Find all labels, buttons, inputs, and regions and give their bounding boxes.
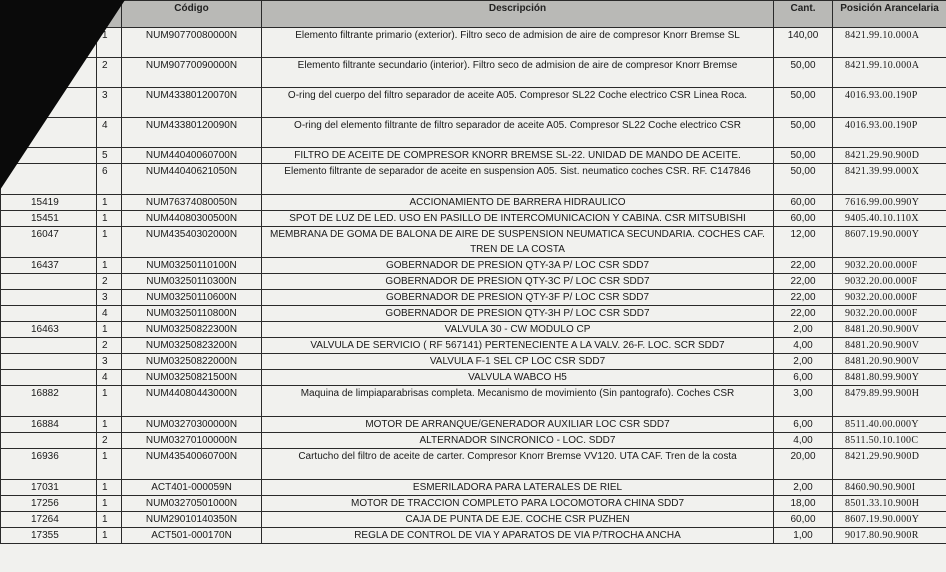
row-code-cell: NUM03250821500N: [122, 370, 262, 386]
table-row: [1, 148, 946, 164]
header-codigo: Código: [122, 1, 262, 28]
row-item-cell: 5: [97, 148, 122, 164]
row-tariff-cell: 8511.40.00.000Y: [833, 417, 946, 433]
row-description-cell: VALVULA DE SERVICIO ( RF 567141) PERTENECIENTE A LA VALV. 26-F. LOC. SCR SDD7: [262, 338, 774, 354]
row-quantity-cell: 1,00: [774, 528, 833, 544]
row-item-cell: 4: [97, 306, 122, 322]
row-id-cell: [1, 274, 97, 290]
row-code-cell: NUM90770080000N: [122, 28, 262, 58]
row-item-cell: 1: [97, 28, 122, 58]
row-tariff-cell: 9405.40.10.110X: [833, 211, 946, 227]
row-quantity-cell: 60,00: [774, 512, 833, 528]
row-id-cell: 16884: [1, 417, 97, 433]
row-tariff-cell: 8479.89.99.900H: [833, 386, 946, 417]
table-row: [1, 528, 946, 544]
table-row: [1, 417, 946, 433]
table-row: [1, 386, 946, 417]
header-cant: Cant.: [774, 1, 833, 28]
row-description-cell: ESMERILADORA PARA LATERALES DE RIEL: [262, 480, 774, 496]
table-body: [1, 28, 946, 544]
row-item-cell: 2: [97, 274, 122, 290]
row-description-cell: VALVULA WABCO H5: [262, 370, 774, 386]
row-item-cell: 1: [97, 258, 122, 274]
row-item-cell: 4: [97, 118, 122, 148]
row-item-cell: 2: [97, 338, 122, 354]
row-description-cell: ALTERNADOR SINCRONICO - LOC. SDD7: [262, 433, 774, 449]
row-id-cell: 17264: [1, 512, 97, 528]
row-code-cell: NUM03250110600N: [122, 290, 262, 306]
row-item-cell: 1: [97, 512, 122, 528]
row-code-cell: NUM76374080050N: [122, 195, 262, 211]
row-code-cell: ACT401-000059N: [122, 480, 262, 496]
row-quantity-cell: 6,00: [774, 370, 833, 386]
row-quantity-cell: 140,00: [774, 28, 833, 58]
row-quantity-cell: 50,00: [774, 164, 833, 195]
row-id-cell: 17355: [1, 528, 97, 544]
table-row: [1, 88, 946, 118]
row-item-cell: 3: [97, 354, 122, 370]
row-tariff-cell: 4016.93.00.190P: [833, 88, 946, 118]
row-tariff-cell: 8481.20.90.900V: [833, 322, 946, 338]
row-quantity-cell: 6,00: [774, 417, 833, 433]
row-code-cell: NUM29010140350N: [122, 512, 262, 528]
row-tariff-cell: 8481.20.90.900V: [833, 354, 946, 370]
row-id-cell: [1, 290, 97, 306]
row-description-cell: GOBERNADOR DE PRESION QTY-3H P/ LOC CSR SDD7: [262, 306, 774, 322]
row-id-cell: [1, 354, 97, 370]
row-quantity-cell: 4,00: [774, 338, 833, 354]
row-tariff-cell: 4016.93.00.190P: [833, 118, 946, 148]
row-description-cell: VALVULA F-1 SEL CP LOC CSR SDD7: [262, 354, 774, 370]
row-tariff-cell: 8607.19.90.000Y: [833, 227, 946, 258]
table-row: [1, 306, 946, 322]
row-item-cell: 1: [97, 496, 122, 512]
row-tariff-cell: 8481.20.90.900V: [833, 338, 946, 354]
row-item-cell: 6: [97, 164, 122, 195]
row-tariff-cell: 8421.99.10.000A: [833, 58, 946, 88]
row-description-cell: O-ring del cuerpo del filtro separador de aceite A05. Compresor SL22 Coche electrico CSR Linea Roca.: [262, 88, 774, 118]
table-row: [1, 480, 946, 496]
row-description-cell: MOTOR DE ARRANQUE/GENERADOR AUXILIAR LOC CSR SDD7: [262, 417, 774, 433]
row-code-cell: NUM03270300000N: [122, 417, 262, 433]
row-description-cell: REGLA DE CONTROL DE VIA Y APARATOS DE VIA P/TROCHA ANCHA: [262, 528, 774, 544]
row-tariff-cell: 8511.50.10.100C: [833, 433, 946, 449]
row-quantity-cell: 12,00: [774, 227, 833, 258]
table-row: [1, 433, 946, 449]
row-id-cell: 16463: [1, 322, 97, 338]
row-code-cell: NUM03250822000N: [122, 354, 262, 370]
row-tariff-cell: 8501.33.10.900H: [833, 496, 946, 512]
row-item-cell: 1: [97, 386, 122, 417]
row-description-cell: O-ring del elemento filtrante de filtro separador de aceite A05. Compresor SL22 Coche electrico CSR: [262, 118, 774, 148]
row-description-cell: Elemento filtrante de separador de aceite en suspension A05. Sist. neumatico coches CSR. RF. C147846: [262, 164, 774, 195]
table-row: [1, 496, 946, 512]
table-row: [1, 28, 946, 58]
row-quantity-cell: 3,00: [774, 386, 833, 417]
scan-shadow-corner: [0, 0, 125, 190]
row-item-cell: 3: [97, 88, 122, 118]
row-quantity-cell: 2,00: [774, 480, 833, 496]
row-tariff-cell: 9017.80.90.900R: [833, 528, 946, 544]
row-code-cell: NUM43380120070N: [122, 88, 262, 118]
table-row: [1, 211, 946, 227]
row-quantity-cell: 18,00: [774, 496, 833, 512]
row-tariff-cell: 8460.90.90.900I: [833, 480, 946, 496]
row-id-cell: [1, 370, 97, 386]
row-code-cell: NUM43540302000N: [122, 227, 262, 258]
row-code-cell: NUM03250110800N: [122, 306, 262, 322]
row-tariff-cell: 9032.20.00.000F: [833, 258, 946, 274]
table-row: [1, 512, 946, 528]
row-quantity-cell: 22,00: [774, 306, 833, 322]
row-code-cell: NUM03250110100N: [122, 258, 262, 274]
table-row: [1, 195, 946, 211]
table-row: [1, 258, 946, 274]
row-description-cell: Elemento filtrante secundario (interior). Filtro seco de admision de aire de compresor Knorr Bremse: [262, 58, 774, 88]
row-item-cell: 1: [97, 211, 122, 227]
row-tariff-cell: 8607.19.90.000Y: [833, 512, 946, 528]
row-tariff-cell: 8481.80.99.900Y: [833, 370, 946, 386]
row-tariff-cell: 9032.20.00.000F: [833, 290, 946, 306]
row-quantity-cell: 50,00: [774, 118, 833, 148]
row-quantity-cell: 2,00: [774, 322, 833, 338]
row-item-cell: 1: [97, 417, 122, 433]
row-quantity-cell: 2,00: [774, 354, 833, 370]
row-tariff-cell: 9032.20.00.000F: [833, 306, 946, 322]
row-item-cell: 2: [97, 58, 122, 88]
row-item-cell: 4: [97, 370, 122, 386]
table-row: [1, 58, 946, 88]
table-row: [1, 354, 946, 370]
row-code-cell: NUM03250110300N: [122, 274, 262, 290]
row-id-cell: [1, 338, 97, 354]
table-row: [1, 290, 946, 306]
row-code-cell: NUM43540060700N: [122, 449, 262, 480]
row-item-cell: 1: [97, 480, 122, 496]
row-description-cell: SPOT DE LUZ DE LED. USO EN PASILLO DE INTERCOMUNICACION Y CABINA. CSR MITSUBISHI: [262, 211, 774, 227]
row-id-cell: 17256: [1, 496, 97, 512]
row-description-cell: GOBERNADOR DE PRESION QTY-3A P/ LOC CSR SDD7: [262, 258, 774, 274]
row-code-cell: NUM03250822300N: [122, 322, 262, 338]
row-code-cell: NUM44080300500N: [122, 211, 262, 227]
row-item-cell: 3: [97, 290, 122, 306]
row-quantity-cell: 50,00: [774, 88, 833, 118]
header-descripcion: Descripción: [262, 1, 774, 28]
row-code-cell: NUM03250823200N: [122, 338, 262, 354]
row-id-cell: 16936: [1, 449, 97, 480]
row-item-cell: 1: [97, 322, 122, 338]
row-item-cell: 1: [97, 449, 122, 480]
table-row: [1, 118, 946, 148]
table-row: [1, 274, 946, 290]
row-description-cell: FILTRO DE ACEITE DE COMPRESOR KNORR BREMSE SL-22. UNIDAD DE MANDO DE ACEITE.: [262, 148, 774, 164]
row-item-cell: 1: [97, 195, 122, 211]
table-row: [1, 322, 946, 338]
row-description-cell: Cartucho del filtro de aceite de carter. Compresor Knorr Bremse VV120. UTA CAF. Tren de la costa: [262, 449, 774, 480]
row-code-cell: NUM90770090000N: [122, 58, 262, 88]
row-code-cell: NUM44080443000N: [122, 386, 262, 417]
row-item-cell: 2: [97, 433, 122, 449]
row-description-cell: MEMBRANA DE GOMA DE BALONA DE AIRE DE SUSPENSION NEUMATICA SECUNDARIA. COCHES CAF. TREN DE LA COSTA: [262, 227, 774, 258]
table-row: [1, 370, 946, 386]
row-code-cell: NUM44040060700N: [122, 148, 262, 164]
row-description-cell: GOBERNADOR DE PRESION QTY-3F P/ LOC CSR SDD7: [262, 290, 774, 306]
row-quantity-cell: 20,00: [774, 449, 833, 480]
row-quantity-cell: 50,00: [774, 58, 833, 88]
row-description-cell: Maquina de limpiaparabrisas completa. Mecanismo de movimiento (Sin pantografo). Coches CSR: [262, 386, 774, 417]
row-code-cell: ACT501-000170N: [122, 528, 262, 544]
row-description-cell: VALVULA 30 - CW MODULO CP: [262, 322, 774, 338]
row-tariff-cell: 9032.20.00.000F: [833, 274, 946, 290]
row-description-cell: MOTOR DE TRACCION COMPLETO PARA LOCOMOTORA CHINA SDD7: [262, 496, 774, 512]
row-id-cell: 16437: [1, 258, 97, 274]
table-row: [1, 164, 946, 195]
row-id-cell: [1, 433, 97, 449]
row-quantity-cell: 22,00: [774, 258, 833, 274]
row-quantity-cell: 4,00: [774, 433, 833, 449]
table-row: [1, 449, 946, 480]
row-quantity-cell: 60,00: [774, 211, 833, 227]
row-tariff-cell: 8421.99.10.000A: [833, 28, 946, 58]
row-tariff-cell: 8421.29.90.900D: [833, 148, 946, 164]
row-quantity-cell: 60,00: [774, 195, 833, 211]
row-item-cell: 1: [97, 227, 122, 258]
row-id-cell: 15419: [1, 195, 97, 211]
row-code-cell: NUM03270100000N: [122, 433, 262, 449]
table-header-row: [1, 1, 946, 28]
row-quantity-cell: 22,00: [774, 274, 833, 290]
row-tariff-cell: 7616.99.00.990Y: [833, 195, 946, 211]
row-tariff-cell: 8421.39.99.000X: [833, 164, 946, 195]
row-quantity-cell: 50,00: [774, 148, 833, 164]
row-description-cell: CAJA DE PUNTA DE EJE. COCHE CSR PUZHEN: [262, 512, 774, 528]
row-quantity-cell: 22,00: [774, 290, 833, 306]
row-id-cell: 16882: [1, 386, 97, 417]
row-id-cell: 17031: [1, 480, 97, 496]
row-id-cell: 16047: [1, 227, 97, 258]
row-id-cell: 15451: [1, 211, 97, 227]
row-description-cell: Elemento filtrante primario (exterior). Filtro seco de admision de aire de compresor Knorr Bremse SL: [262, 28, 774, 58]
row-description-cell: GOBERNADOR DE PRESION QTY-3C P/ LOC CSR SDD7: [262, 274, 774, 290]
row-description-cell: ACCIONAMIENTO DE BARRERA HIDRAULICO: [262, 195, 774, 211]
row-code-cell: NUM03270501000N: [122, 496, 262, 512]
table-row: [1, 338, 946, 354]
row-id-cell: [1, 306, 97, 322]
row-item-cell: 1: [97, 528, 122, 544]
row-tariff-cell: 8421.29.90.900D: [833, 449, 946, 480]
row-code-cell: NUM44040621050N: [122, 164, 262, 195]
table-row: [1, 227, 946, 258]
header-posicion: Posición Arancelaria: [833, 1, 946, 28]
row-code-cell: NUM43380120090N: [122, 118, 262, 148]
